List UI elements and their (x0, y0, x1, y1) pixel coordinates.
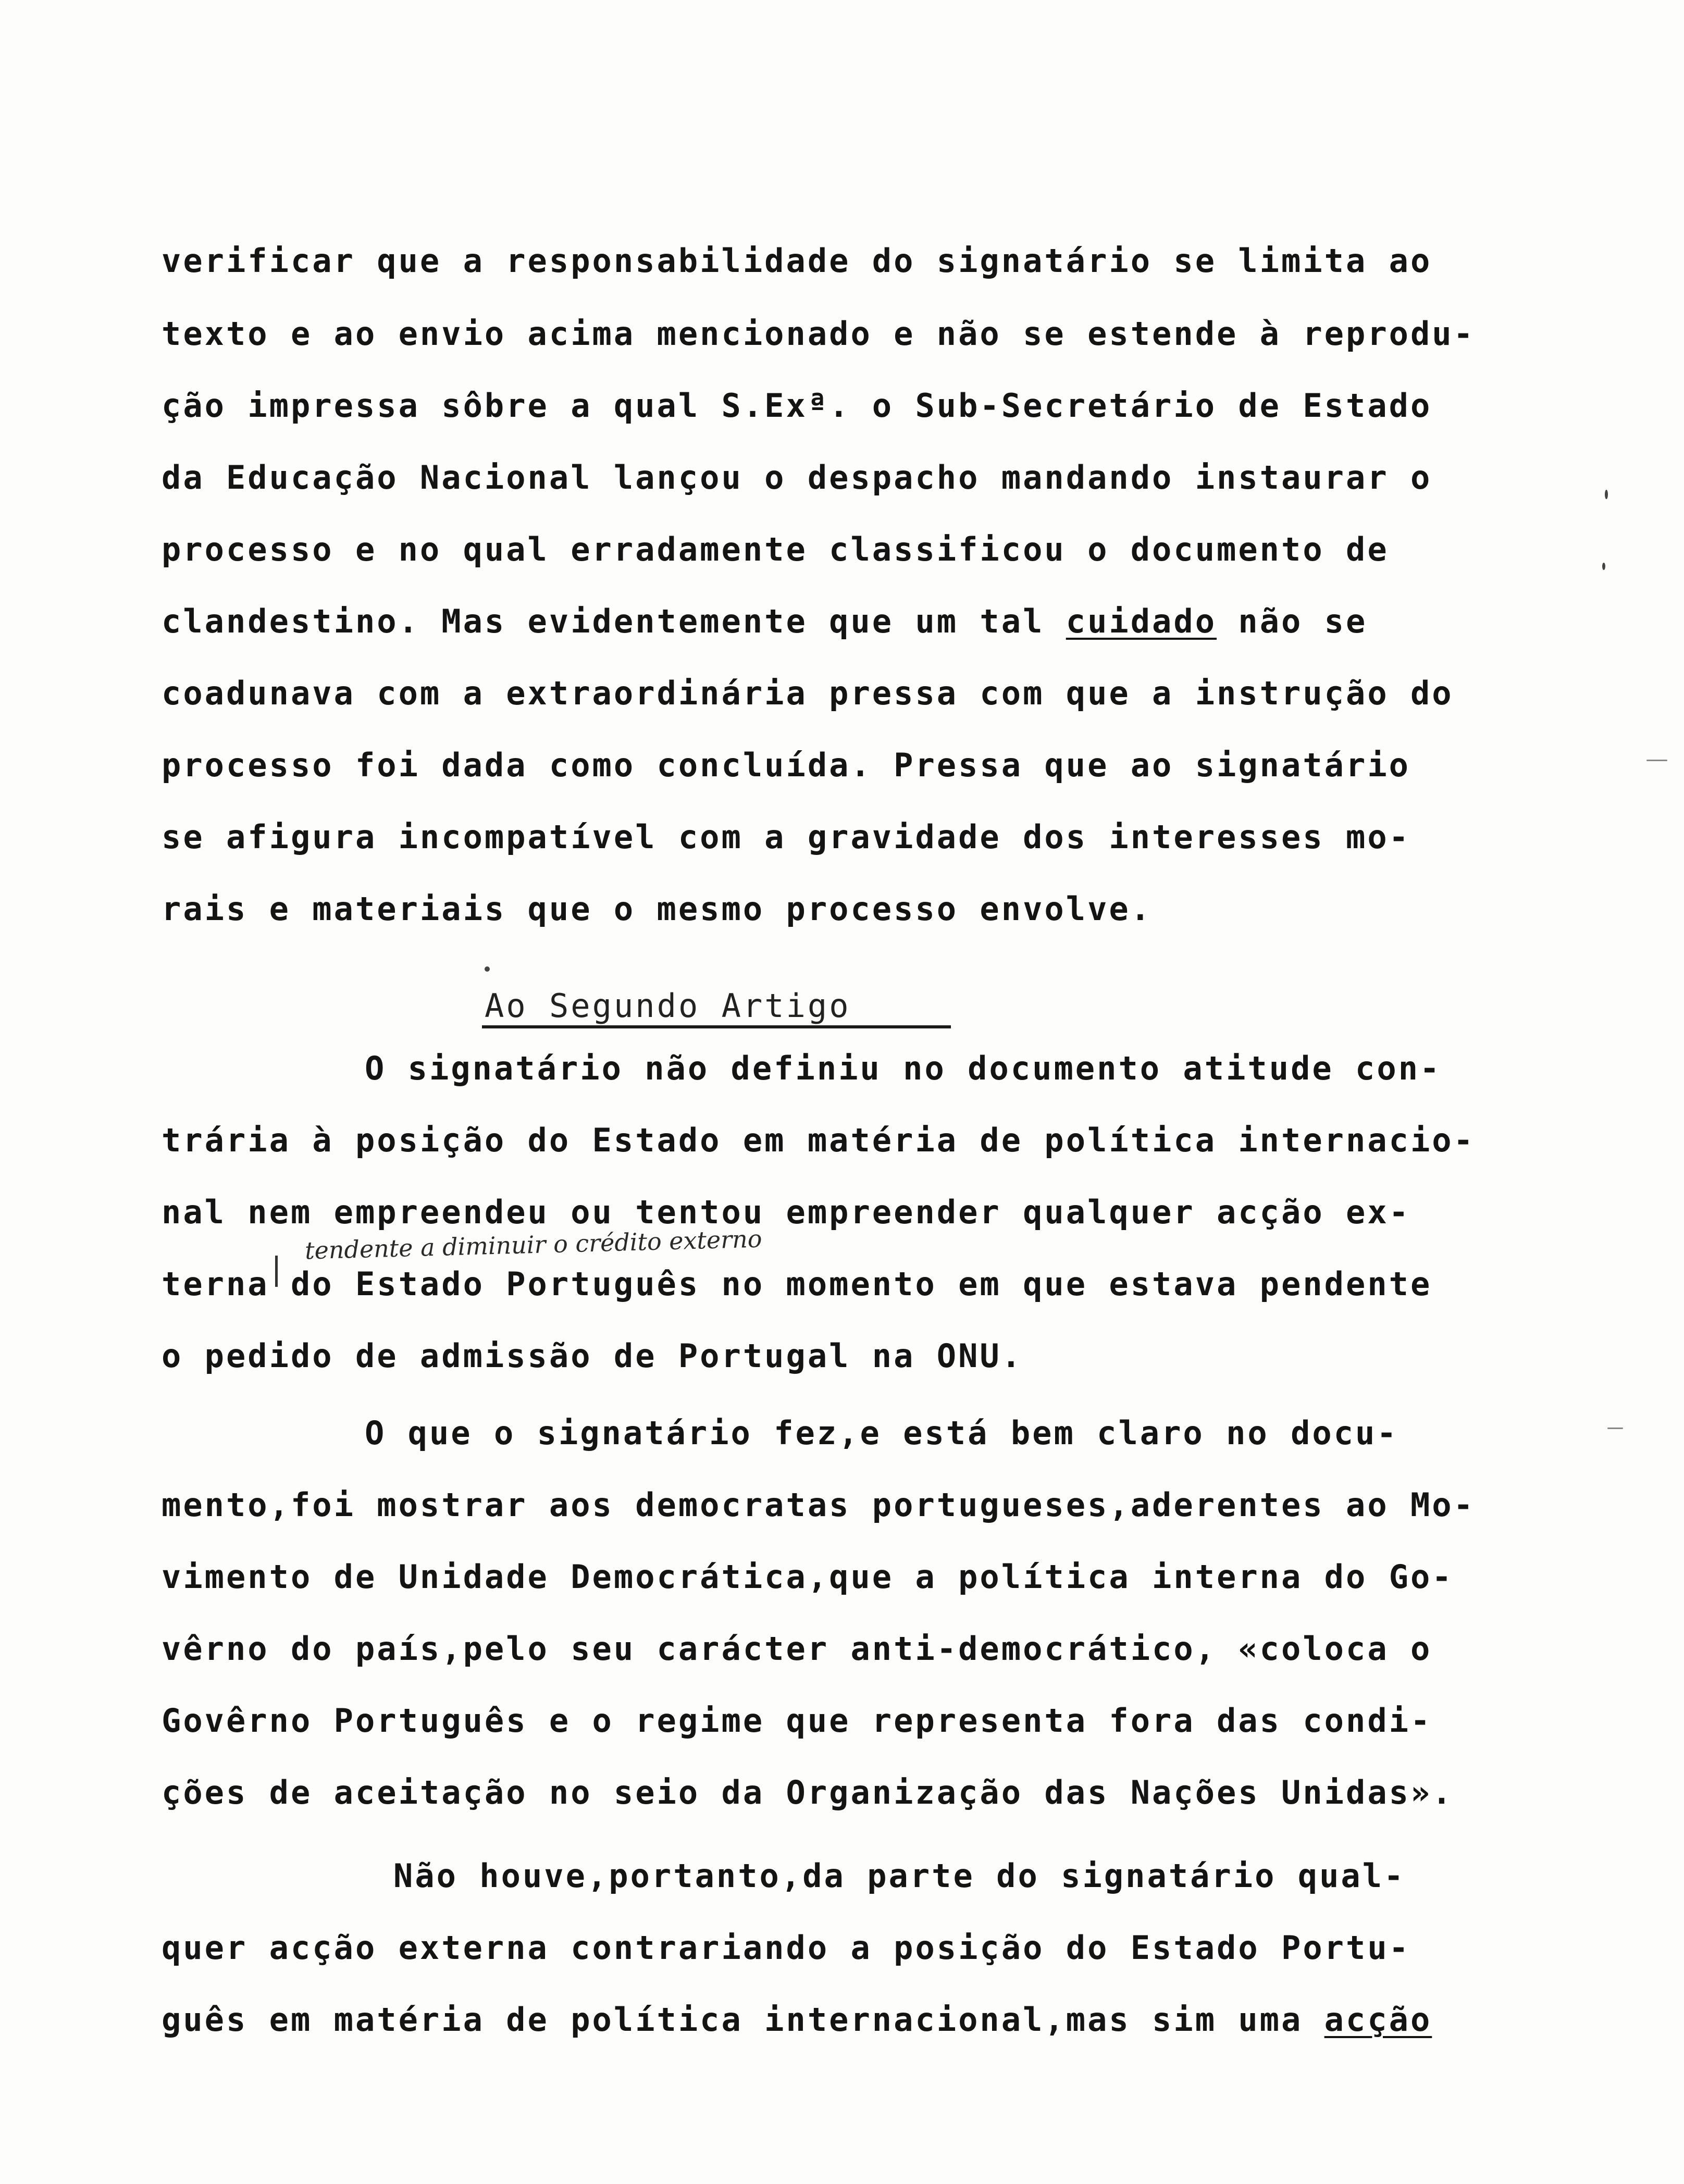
section-heading: Ao Segundo Artigo (485, 987, 851, 1025)
text-line: o pedido de admissão de Portugal na ONU. (162, 1337, 1023, 1375)
scan-speck (1605, 490, 1608, 499)
text-line: vêrno do país,pelo seu carácter anti-democrático, «coloca o (162, 1630, 1432, 1668)
text-line: vimento de Unidade Democrática,que a política interna do Go- (162, 1558, 1454, 1596)
text-line: nal nem empreendeu ou tentou empreender qualquer acção ex- (162, 1193, 1410, 1231)
heading-underline (482, 1025, 951, 1028)
text-line: da Educação Nacional lançou o despacho mandando instaurar o (162, 458, 1432, 497)
text-line: ções de aceitação no seio da Organização das Nações Unidas». (162, 1773, 1454, 1811)
text-line-with-underlined-word (162, 2001, 1432, 2039)
text-line: Govêrno Português e o regime que representa fora das condi- (162, 1702, 1432, 1740)
text-line: Não houve,portanto,da parte do signatário qual- (393, 1857, 1406, 1895)
underlined-word: cuidado (1066, 602, 1217, 640)
text-line: O signatário não definiu no documento atitude con- (365, 1049, 1442, 1087)
text-line-part: clandestino. Mas evidentemente que um tal cuidado não se (162, 602, 1368, 640)
underlined-word: acção (1324, 2001, 1432, 2039)
scan-speck (1607, 1428, 1623, 1429)
text-line: terna do Estado Português no momento em que estava pendente (162, 1265, 1432, 1303)
text-line: processo foi dada como concluída. Pressa que ao signatário (162, 746, 1410, 784)
text-line: coadunava com a extraordinária pressa com que a instrução do (162, 674, 1454, 712)
scan-speck (485, 966, 490, 972)
text-line: quer acção externa contrariando a posição do Estado Portu- (162, 1929, 1410, 1967)
scan-speck (1602, 563, 1605, 570)
text-line: se afigura incompatível com a gravidade dos interesses mo- (162, 818, 1410, 856)
scan-speck (1646, 760, 1667, 761)
text-line: texto e ao envio acima mencionado e não se estende à reprodu- (162, 315, 1475, 353)
text-line: trária à posição do Estado em matéria de política internacio- (162, 1121, 1475, 1159)
text-line: mento,foi mostrar aos democratas portugueses,aderentes ao Mo- (162, 1486, 1475, 1524)
text-line-part: guês em matéria de política internacional,mas sim uma acção (162, 2001, 1432, 2039)
text-line: ção impressa sôbre a qual S.Exª. o Sub-Secretário de Estado (162, 387, 1432, 425)
handwritten-annotation: tendente a diminuir o crédito externo (304, 1224, 763, 1265)
text-line: O que o signatário fez,e está bem claro no docu- (365, 1414, 1398, 1452)
text-line-with-underlined-word (162, 602, 1368, 640)
text-line: verificar que a responsabilidade do signatário se limita ao (162, 242, 1432, 280)
text-line: rais e materiais que o mesmo processo envolve. (162, 890, 1153, 928)
text-line: processo e no qual erradamente classificou o documento de (162, 530, 1389, 568)
